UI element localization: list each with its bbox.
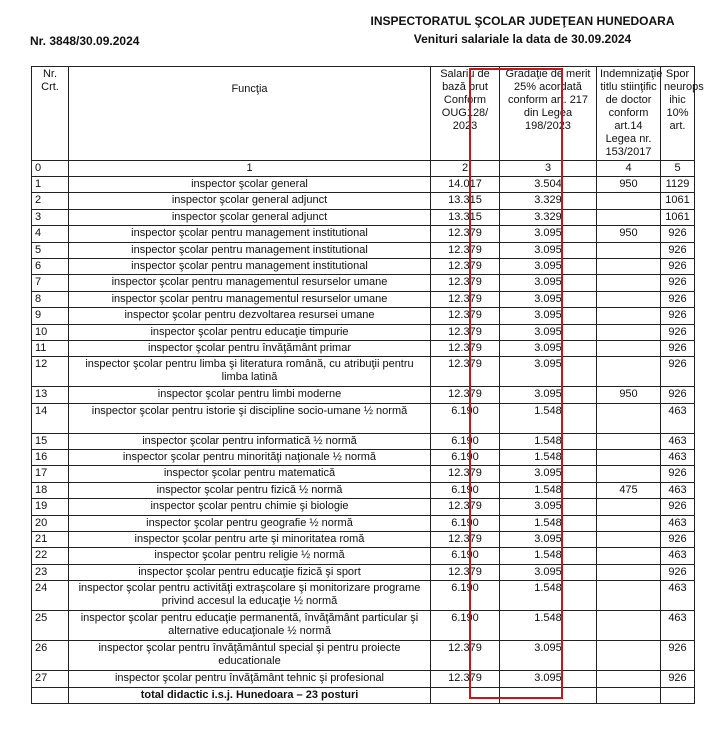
row-spor-cell: 926 (661, 387, 695, 403)
row-functia-cell: inspector şcolar pentru limba şi literatura română, cu atribuţii pentru limba latină (69, 357, 431, 387)
row-nr-cell: 20 (32, 515, 69, 531)
table-row (32, 177, 695, 193)
row-nr-cell: 10 (32, 324, 69, 340)
table-row (32, 387, 695, 403)
row-indemnizatie-cell (597, 324, 661, 340)
row-gradatie-cell: 3.095 (500, 671, 597, 687)
row-gradatie-cell: 3.095 (500, 242, 597, 258)
table-row (32, 532, 695, 548)
salary-table (31, 66, 704, 704)
row-salariu-cell: 12.379 (431, 564, 500, 580)
row-spor-cell: 463 (661, 515, 695, 531)
column-index-cell: 4 (597, 161, 661, 177)
row-gradatie-cell: 3.095 (500, 291, 597, 307)
row-nr-cell: 1 (32, 177, 69, 193)
row-nr-cell: 23 (32, 564, 69, 580)
row-nr-cell: 22 (32, 548, 69, 564)
row-gradatie-cell: 3.095 (500, 340, 597, 356)
row-spor-cell: 463 (661, 611, 695, 641)
row-salariu-cell: 12.379 (431, 258, 500, 274)
row-nr-cell: 4 (32, 226, 69, 242)
row-indemnizatie-cell (597, 581, 661, 611)
row-salariu-cell: 12.379 (431, 466, 500, 482)
total-row (32, 687, 695, 703)
row-spor-cell: 463 (661, 450, 695, 466)
row-spor-cell: 926 (661, 499, 695, 515)
table-body (32, 161, 695, 704)
table-row (32, 450, 695, 466)
row-functia-cell: inspector şcolar pentru dezvoltarea resursei umane (69, 308, 431, 324)
table-row (32, 581, 695, 611)
row-indemnizatie-cell: 950 (597, 226, 661, 242)
row-nr-cell: 26 (32, 641, 69, 671)
document-header (350, 12, 695, 48)
row-nr-cell: 16 (32, 450, 69, 466)
row-gradatie-cell: 1.548 (500, 611, 597, 641)
row-nr-cell: 12 (32, 357, 69, 387)
table-row (32, 242, 695, 258)
row-nr-cell: 15 (32, 433, 69, 449)
row-functia-cell: inspector şcolar pentru informatică ½ normă (69, 433, 431, 449)
column-index-cell: 3 (500, 161, 597, 177)
row-indemnizatie-cell (597, 357, 661, 387)
row-spor-cell: 926 (661, 258, 695, 274)
row-gradatie-cell: 3.095 (500, 275, 597, 291)
document-subtitle: Venituri salariale la data de 30.09.2024 (413, 32, 632, 46)
header-row (32, 67, 695, 161)
row-gradatie-cell: 3.095 (500, 641, 597, 671)
total-empty-cell (500, 687, 597, 703)
row-indemnizatie-cell (597, 532, 661, 548)
row-indemnizatie-cell (597, 340, 661, 356)
row-functia-cell: inspector şcolar pentru educaţie timpurie (69, 324, 431, 340)
row-functia-cell: inspector şcolar pentru limbi moderne (69, 387, 431, 403)
row-salariu-cell: 12.379 (431, 226, 500, 242)
table-row (32, 564, 695, 580)
row-salariu-cell: 6.190 (431, 515, 500, 531)
row-salariu-cell: 12.379 (431, 340, 500, 356)
row-spor-cell: 926 (661, 357, 695, 387)
table-row (32, 324, 695, 340)
row-salariu-cell: 14.017 (431, 177, 500, 193)
table-row (32, 357, 695, 387)
row-gradatie-cell: 3.095 (500, 532, 597, 548)
header-indemnizatie: Indemnizaţie titlu stiinţific de doctor conform art.14 Legea nr. 153/2017 (597, 67, 661, 161)
column-index-row (32, 161, 695, 177)
row-gradatie-cell: 3.095 (500, 387, 597, 403)
row-indemnizatie-cell (597, 209, 661, 225)
table-row (32, 611, 695, 641)
row-salariu-cell: 12.379 (431, 387, 500, 403)
row-nr-cell: 27 (32, 671, 69, 687)
row-functia-cell: inspector şcolar pentru chimie şi biologie (69, 499, 431, 515)
row-indemnizatie-cell (597, 193, 661, 209)
row-spor-cell: 926 (661, 466, 695, 482)
table-row (32, 340, 695, 356)
row-nr-cell: 11 (32, 340, 69, 356)
row-salariu-cell: 12.379 (431, 324, 500, 340)
row-functia-cell: inspector şcolar pentru învăţământ primar (69, 340, 431, 356)
header-spor: Spor neurops ihic 10% art. (661, 67, 695, 161)
row-gradatie-cell: 1.548 (500, 581, 597, 611)
row-spor-cell: 926 (661, 275, 695, 291)
header-gradatie: Gradaţie de merit 25% acordată conform art. 217 din Legea 198/2023 (500, 67, 597, 161)
row-salariu-cell: 12.379 (431, 641, 500, 671)
row-functia-cell: inspector şcolar pentru management institutional (69, 226, 431, 242)
row-salariu-cell: 6.190 (431, 482, 500, 498)
row-salariu-cell: 12.379 (431, 242, 500, 258)
row-indemnizatie-cell: 950 (597, 177, 661, 193)
row-nr-cell: 9 (32, 308, 69, 324)
row-nr-cell: 19 (32, 499, 69, 515)
row-salariu-cell: 12.379 (431, 308, 500, 324)
table-row (32, 193, 695, 209)
row-gradatie-cell: 3.329 (500, 209, 597, 225)
row-functia-cell: inspector şcolar pentru arte şi minoritatea romă (69, 532, 431, 548)
row-spor-cell: 926 (661, 324, 695, 340)
table-row (32, 482, 695, 498)
row-indemnizatie-cell (597, 291, 661, 307)
row-gradatie-cell: 3.329 (500, 193, 597, 209)
row-gradatie-cell: 1.548 (500, 433, 597, 449)
row-indemnizatie-cell (597, 564, 661, 580)
row-salariu-cell: 12.379 (431, 532, 500, 548)
row-indemnizatie-cell (597, 275, 661, 291)
row-functia-cell: inspector şcolar pentru fizică ½ normă (69, 482, 431, 498)
total-empty-cell (597, 687, 661, 703)
table-row (32, 548, 695, 564)
row-functia-cell: inspector şcolar pentru învăţământul special şi pentru proiecte educationale (69, 641, 431, 671)
row-spor-cell: 463 (661, 482, 695, 498)
row-gradatie-cell: 1.548 (500, 515, 597, 531)
header-salariu: Salariu de bază brut Conform OUG128/ 2023 (431, 67, 500, 161)
row-gradatie-cell: 1.548 (500, 450, 597, 466)
row-functia-cell: inspector şcolar pentru religie ½ normă (69, 548, 431, 564)
row-salariu-cell: 12.379 (431, 291, 500, 307)
row-indemnizatie-cell (597, 450, 661, 466)
row-nr-cell: 7 (32, 275, 69, 291)
row-nr-cell: 25 (32, 611, 69, 641)
row-spor-cell: 463 (661, 581, 695, 611)
row-functia-cell: inspector şcolar pentru educaţie fizică şi sport (69, 564, 431, 580)
row-functia-cell: inspector şcolar general adjunct (69, 193, 431, 209)
row-spor-cell: 926 (661, 226, 695, 242)
row-indemnizatie-cell (597, 671, 661, 687)
row-spor-cell: 1129 (661, 177, 695, 193)
row-nr-cell: 8 (32, 291, 69, 307)
total-empty-cell (431, 687, 500, 703)
row-salariu-cell: 13.315 (431, 209, 500, 225)
row-salariu-cell: 6.190 (431, 581, 500, 611)
table-row (32, 209, 695, 225)
table-row (32, 466, 695, 482)
row-spor-cell: 926 (661, 564, 695, 580)
row-nr-cell: 17 (32, 466, 69, 482)
row-gradatie-cell: 3.095 (500, 226, 597, 242)
column-index-cell: 5 (661, 161, 695, 177)
total-empty-cell (32, 687, 69, 703)
row-nr-cell: 21 (32, 532, 69, 548)
row-functia-cell: inspector şcolar pentru management institutional (69, 242, 431, 258)
row-salariu-cell: 6.190 (431, 450, 500, 466)
table-row (32, 291, 695, 307)
table-row (32, 641, 695, 671)
row-salariu-cell: 12.379 (431, 357, 500, 387)
row-functia-cell: inspector şcolar pentru management institutional (69, 258, 431, 274)
row-gradatie-cell: 3.095 (500, 258, 597, 274)
row-functia-cell: inspector şcolar pentru geografie ½ normă (69, 515, 431, 531)
row-gradatie-cell: 3.095 (500, 308, 597, 324)
row-functia-cell: inspector şcolar pentru activităţi extraşcolare şi monitorizare programe privind accesul la educaţie ½ normă (69, 581, 431, 611)
row-gradatie-cell: 3.095 (500, 466, 597, 482)
row-nr-cell: 3 (32, 209, 69, 225)
document-number: Nr. 3848/30.09.2024 (30, 34, 140, 48)
row-functia-cell: inspector şcolar pentru managementul resurselor umane (69, 291, 431, 307)
row-spor-cell: 926 (661, 671, 695, 687)
row-indemnizatie-cell (597, 308, 661, 324)
row-indemnizatie-cell: 950 (597, 387, 661, 403)
row-gradatie-cell: 3.095 (500, 564, 597, 580)
table-row (32, 499, 695, 515)
table-row (32, 275, 695, 291)
row-nr-cell: 5 (32, 242, 69, 258)
row-spor-cell: 463 (661, 433, 695, 449)
row-gradatie-cell: 1.548 (500, 482, 597, 498)
table-row (32, 258, 695, 274)
table-row (32, 226, 695, 242)
column-index-cell: 1 (69, 161, 431, 177)
row-spor-cell: 1061 (661, 209, 695, 225)
row-spor-cell: 926 (661, 340, 695, 356)
row-nr-cell: 6 (32, 258, 69, 274)
row-indemnizatie-cell (597, 466, 661, 482)
row-gradatie-cell: 3.095 (500, 324, 597, 340)
row-functia-cell: inspector şcolar pentru matematică (69, 466, 431, 482)
table-row (32, 515, 695, 531)
row-indemnizatie-cell (597, 548, 661, 564)
row-indemnizatie-cell (597, 515, 661, 531)
header-functia: Funcţia (69, 67, 431, 161)
row-spor-cell: 926 (661, 308, 695, 324)
column-index-cell: 0 (32, 161, 69, 177)
row-spor-cell: 463 (661, 403, 695, 433)
row-nr-cell: 24 (32, 581, 69, 611)
total-empty-cell (661, 687, 695, 703)
row-functia-cell: inspector şcolar general adjunct (69, 209, 431, 225)
row-salariu-cell: 12.379 (431, 499, 500, 515)
row-salariu-cell: 6.190 (431, 403, 500, 433)
row-gradatie-cell: 1.548 (500, 403, 597, 433)
row-spor-cell: 926 (661, 641, 695, 671)
row-salariu-cell: 6.190 (431, 433, 500, 449)
table-row (32, 433, 695, 449)
row-indemnizatie-cell (597, 611, 661, 641)
row-spor-cell: 463 (661, 548, 695, 564)
row-indemnizatie-cell (597, 433, 661, 449)
row-salariu-cell: 6.190 (431, 548, 500, 564)
row-functia-cell: inspector şcolar pentru istorie şi discipline socio-umane ½ normă (69, 403, 431, 433)
row-functia-cell: inspector şcolar pentru managementul resurselor umane (69, 275, 431, 291)
row-gradatie-cell: 3.095 (500, 499, 597, 515)
row-spor-cell: 926 (661, 291, 695, 307)
row-nr-cell: 14 (32, 403, 69, 433)
row-indemnizatie-cell: 475 (597, 482, 661, 498)
row-gradatie-cell: 3.504 (500, 177, 597, 193)
row-indemnizatie-cell (597, 499, 661, 515)
row-functia-cell: inspector şcolar pentru învăţământ tehnic şi profesional (69, 671, 431, 687)
row-salariu-cell: 12.379 (431, 275, 500, 291)
table-row (32, 308, 695, 324)
row-spor-cell: 926 (661, 532, 695, 548)
row-indemnizatie-cell (597, 641, 661, 671)
row-spor-cell: 1061 (661, 193, 695, 209)
row-salariu-cell: 12.379 (431, 671, 500, 687)
row-indemnizatie-cell (597, 258, 661, 274)
row-salariu-cell: 13.315 (431, 193, 500, 209)
row-spor-cell: 926 (661, 242, 695, 258)
row-gradatie-cell: 1.548 (500, 548, 597, 564)
table-row (32, 403, 695, 433)
row-gradatie-cell: 3.095 (500, 357, 597, 387)
row-functia-cell: inspector şcolar general (69, 177, 431, 193)
row-salariu-cell: 6.190 (431, 611, 500, 641)
row-functia-cell: inspector şcolar pentru educaţie permanentă, învăţământ particular şi alternative educaţionale ½ normă (69, 611, 431, 641)
table-row (32, 671, 695, 687)
institution-title: INSPECTORATUL ŞCOLAR JUDEŢEAN HUNEDOARA (370, 14, 675, 28)
row-functia-cell: inspector şcolar pentru minorităţi naţionale ½ normă (69, 450, 431, 466)
row-nr-cell: 2 (32, 193, 69, 209)
header-nr: Nr. Crt. (32, 67, 69, 161)
total-label: total didactic i.s.j. Hunedoara – 23 posturi (69, 687, 431, 703)
row-nr-cell: 13 (32, 387, 69, 403)
row-indemnizatie-cell (597, 242, 661, 258)
row-nr-cell: 18 (32, 482, 69, 498)
column-index-cell: 2 (431, 161, 500, 177)
row-indemnizatie-cell (597, 403, 661, 433)
